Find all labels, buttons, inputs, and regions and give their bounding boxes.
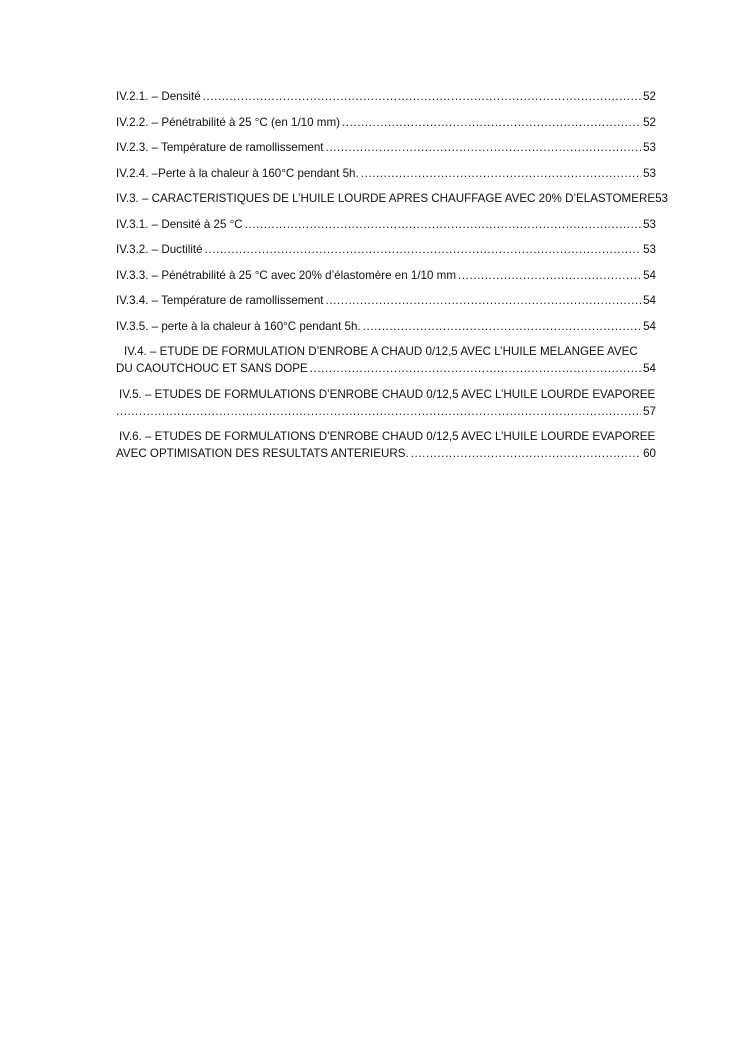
table-of-contents: [116, 88, 668, 471]
dot-leader: [310, 360, 641, 377]
dot-leader: [411, 445, 641, 462]
toc-entry-page: 53: [643, 166, 656, 180]
dot-leader: [361, 165, 641, 182]
dot-leader: [458, 267, 641, 284]
toc-entry-label: IV.3. – CARACTERISTIQUES DE L’HUILE LOURDE APRES CHAUFFAGE AVEC 20% D’ELASTOMERE: [116, 192, 656, 205]
toc-entry-page: 54: [643, 362, 656, 375]
toc-entry-page: 52: [643, 90, 656, 103]
toc-entry-page: 53: [643, 217, 656, 231]
toc-entry-page: 57: [643, 404, 656, 418]
toc-entry[interactable]: [116, 139, 656, 156]
toc-entry-label: IV.3.4. – Température de ramollissement: [116, 294, 324, 307]
toc-entry[interactable]: [116, 88, 656, 105]
toc-entry[interactable]: [116, 190, 668, 207]
toc-entry-page: 54: [643, 294, 656, 307]
toc-entry-label-line1: IV.6. – ETUDES DE FORMULATIONS D’ENROBE CHAUD 0/12,5 AVEC L’HUILE LOURDE EVAPOREE: [119, 430, 656, 443]
toc-entry-label-line1: IV.5. – ETUDES DE FORMULATIONS D’ENROBE CHAUD 0/12,5 AVEC L’HUILE LOURDE EVAPOREE: [119, 387, 656, 401]
toc-entry-page: 52: [643, 115, 656, 129]
toc-entry-page: 53: [655, 192, 668, 205]
toc-entry-label: IV.3.1. – Densité à 25 °C: [116, 217, 243, 231]
toc-entry-label: IV.2.1. – Densité: [116, 90, 201, 103]
toc-entry[interactable]: [116, 267, 656, 284]
toc-entry-page: 53: [643, 243, 656, 256]
toc-entry-page: 54: [643, 319, 656, 333]
toc-entry[interactable]: [116, 428, 656, 462]
toc-entry-label: IV.3.3. – Pénétrabilité à 25 °C avec 20% d’élastomère en 1/10 mm: [116, 268, 456, 282]
toc-entry-label-line1: IV.4. – ETUDE DE FORMULATION D’ENROBE A CHAUD 0/12,5 AVEC L’HUILE MELANGEE AVEC: [124, 345, 638, 358]
toc-entry[interactable]: [116, 165, 656, 182]
dot-leader: [342, 114, 641, 131]
toc-entry-label-line2: AVEC OPTIMISATION DES RESULTATS ANTERIEURS.: [116, 447, 409, 460]
toc-entry-label: IV.2.4. –Perte à la chaleur à 160°C pendant 5h.: [116, 166, 359, 180]
toc-entry[interactable]: [116, 241, 656, 258]
toc-entry-page: 54: [643, 268, 656, 282]
toc-entry-label: IV.3.2. – Ductilité: [116, 243, 203, 256]
toc-entry[interactable]: [116, 386, 656, 420]
toc-entry[interactable]: [116, 343, 656, 377]
toc-entry[interactable]: [116, 318, 656, 335]
dot-leader: [363, 318, 641, 335]
toc-entry[interactable]: [116, 114, 656, 131]
dot-leader: [203, 88, 641, 105]
toc-entry-label: IV.2.3. – Température de ramollissement: [116, 141, 324, 154]
toc-entry-label: IV.2.2. – Pénétrabilité à 25 °C (en 1/10 mm): [116, 115, 340, 129]
toc-entry-page: 60: [643, 447, 656, 460]
toc-entry-label: IV.3.5. – perte à la chaleur à 160°C pendant 5h.: [116, 319, 361, 333]
dot-leader: [205, 241, 642, 258]
dot-leader: [326, 139, 642, 156]
toc-entry[interactable]: [116, 292, 656, 309]
toc-entry-page: 53: [643, 141, 656, 154]
toc-entry-label-line2: DU CAOUTCHOUC ET SANS DOPE: [116, 362, 308, 375]
toc-entry[interactable]: [116, 216, 656, 233]
dot-leader: [116, 403, 641, 420]
dot-leader: [326, 292, 642, 309]
dot-leader: [245, 216, 641, 233]
